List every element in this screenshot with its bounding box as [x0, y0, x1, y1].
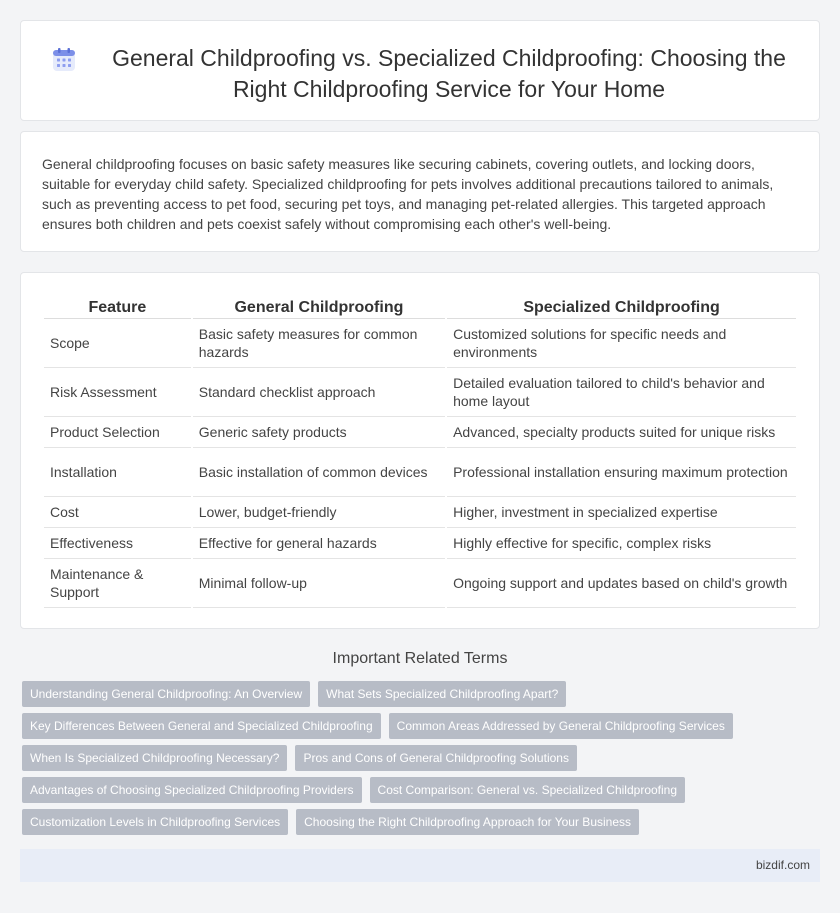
specialized-cell: Advanced, specialty products suited for unique risks — [447, 417, 796, 448]
related-term-tag[interactable]: Choosing the Right Childproofing Approach for Your Business — [296, 809, 639, 835]
intro-paragraph: General childproofing focuses on basic safety measures like securing cabinets, covering outlets, and locking doors, suitable for everyday child safety. Specialized childproofing for pets involves additional precautions tailored to animals, such as preventing access to pet food, securing pet toys, and managing pet-related allergies. This targeted approach ensures both children and pets coexist safely without compromising each other's well-being. — [42, 156, 774, 232]
related-term-tag[interactable]: Key Differences Between General and Specialized Childproofing — [22, 713, 381, 739]
related-terms-list — [22, 681, 822, 841]
table-row — [44, 417, 796, 448]
feature-cell: Installation — [44, 448, 191, 497]
related-terms-title: Important Related Terms — [332, 650, 508, 667]
related-term-tag[interactable]: Pros and Cons of General Childproofing Solutions — [295, 745, 577, 771]
general-cell: Minimal follow-up — [193, 559, 445, 608]
related-term-tag[interactable]: Advantages of Choosing Specialized Childproofing Providers — [22, 777, 362, 803]
related-term-tag[interactable]: Customization Levels in Childproofing Services — [22, 809, 288, 835]
specialized-cell: Higher, investment in specialized expertise — [447, 497, 796, 528]
page-title: General Childproofing vs. Specialized Childproofing: Choosing the Right Childproofing Service for Your Home — [112, 45, 786, 102]
feature-cell: Cost — [44, 497, 191, 528]
feature-cell: Maintenance & Support — [44, 559, 191, 608]
specialized-cell: Highly effective for specific, complex risks — [447, 528, 796, 559]
header — [51, 43, 799, 105]
general-cell: Basic installation of common devices — [193, 448, 445, 497]
calendar-icon — [51, 47, 77, 73]
specialized-cell: Detailed evaluation tailored to child's behavior and home layout — [447, 368, 796, 417]
related-term-tag[interactable]: Cost Comparison: General vs. Specialized Childproofing — [370, 777, 685, 803]
specialized-cell: Ongoing support and updates based on child's growth — [447, 559, 796, 608]
general-cell: Generic safety products — [193, 417, 445, 448]
footer-site-link[interactable]: bizdif.com — [755, 858, 810, 872]
feature-cell: Product Selection — [44, 417, 191, 448]
comparison-table — [42, 295, 798, 608]
feature-cell: Effectiveness — [44, 528, 191, 559]
table-row — [44, 448, 796, 497]
table-header-row — [44, 295, 796, 319]
related-term-tag[interactable]: When Is Specialized Childproofing Necessary? — [22, 745, 287, 771]
header-feature: Feature — [44, 295, 191, 319]
general-cell: Lower, budget-friendly — [193, 497, 445, 528]
table-row — [44, 319, 796, 368]
table-row — [44, 368, 796, 417]
feature-cell: Risk Assessment — [44, 368, 191, 417]
general-cell: Effective for general hazards — [193, 528, 445, 559]
header-specialized: Specialized Childproofing — [447, 295, 796, 319]
related-term-tag[interactable]: Common Areas Addressed by General Childproofing Services — [389, 713, 733, 739]
related-term-tag[interactable]: What Sets Specialized Childproofing Apart? — [318, 681, 566, 707]
table-row — [44, 497, 796, 528]
specialized-cell: Professional installation ensuring maximum protection — [447, 448, 796, 497]
header-general: General Childproofing — [193, 295, 445, 319]
footer — [20, 849, 820, 882]
table-row — [44, 559, 796, 608]
related-term-tag[interactable]: Understanding General Childproofing: An Overview — [22, 681, 310, 707]
table-row — [44, 528, 796, 559]
feature-cell: Scope — [44, 319, 191, 368]
specialized-cell: Customized solutions for specific needs and environments — [447, 319, 796, 368]
intro-card — [20, 131, 820, 252]
general-cell: Standard checklist approach — [193, 368, 445, 417]
header-card — [20, 20, 820, 121]
comparison-card — [20, 272, 820, 629]
general-cell: Basic safety measures for common hazards — [193, 319, 445, 368]
